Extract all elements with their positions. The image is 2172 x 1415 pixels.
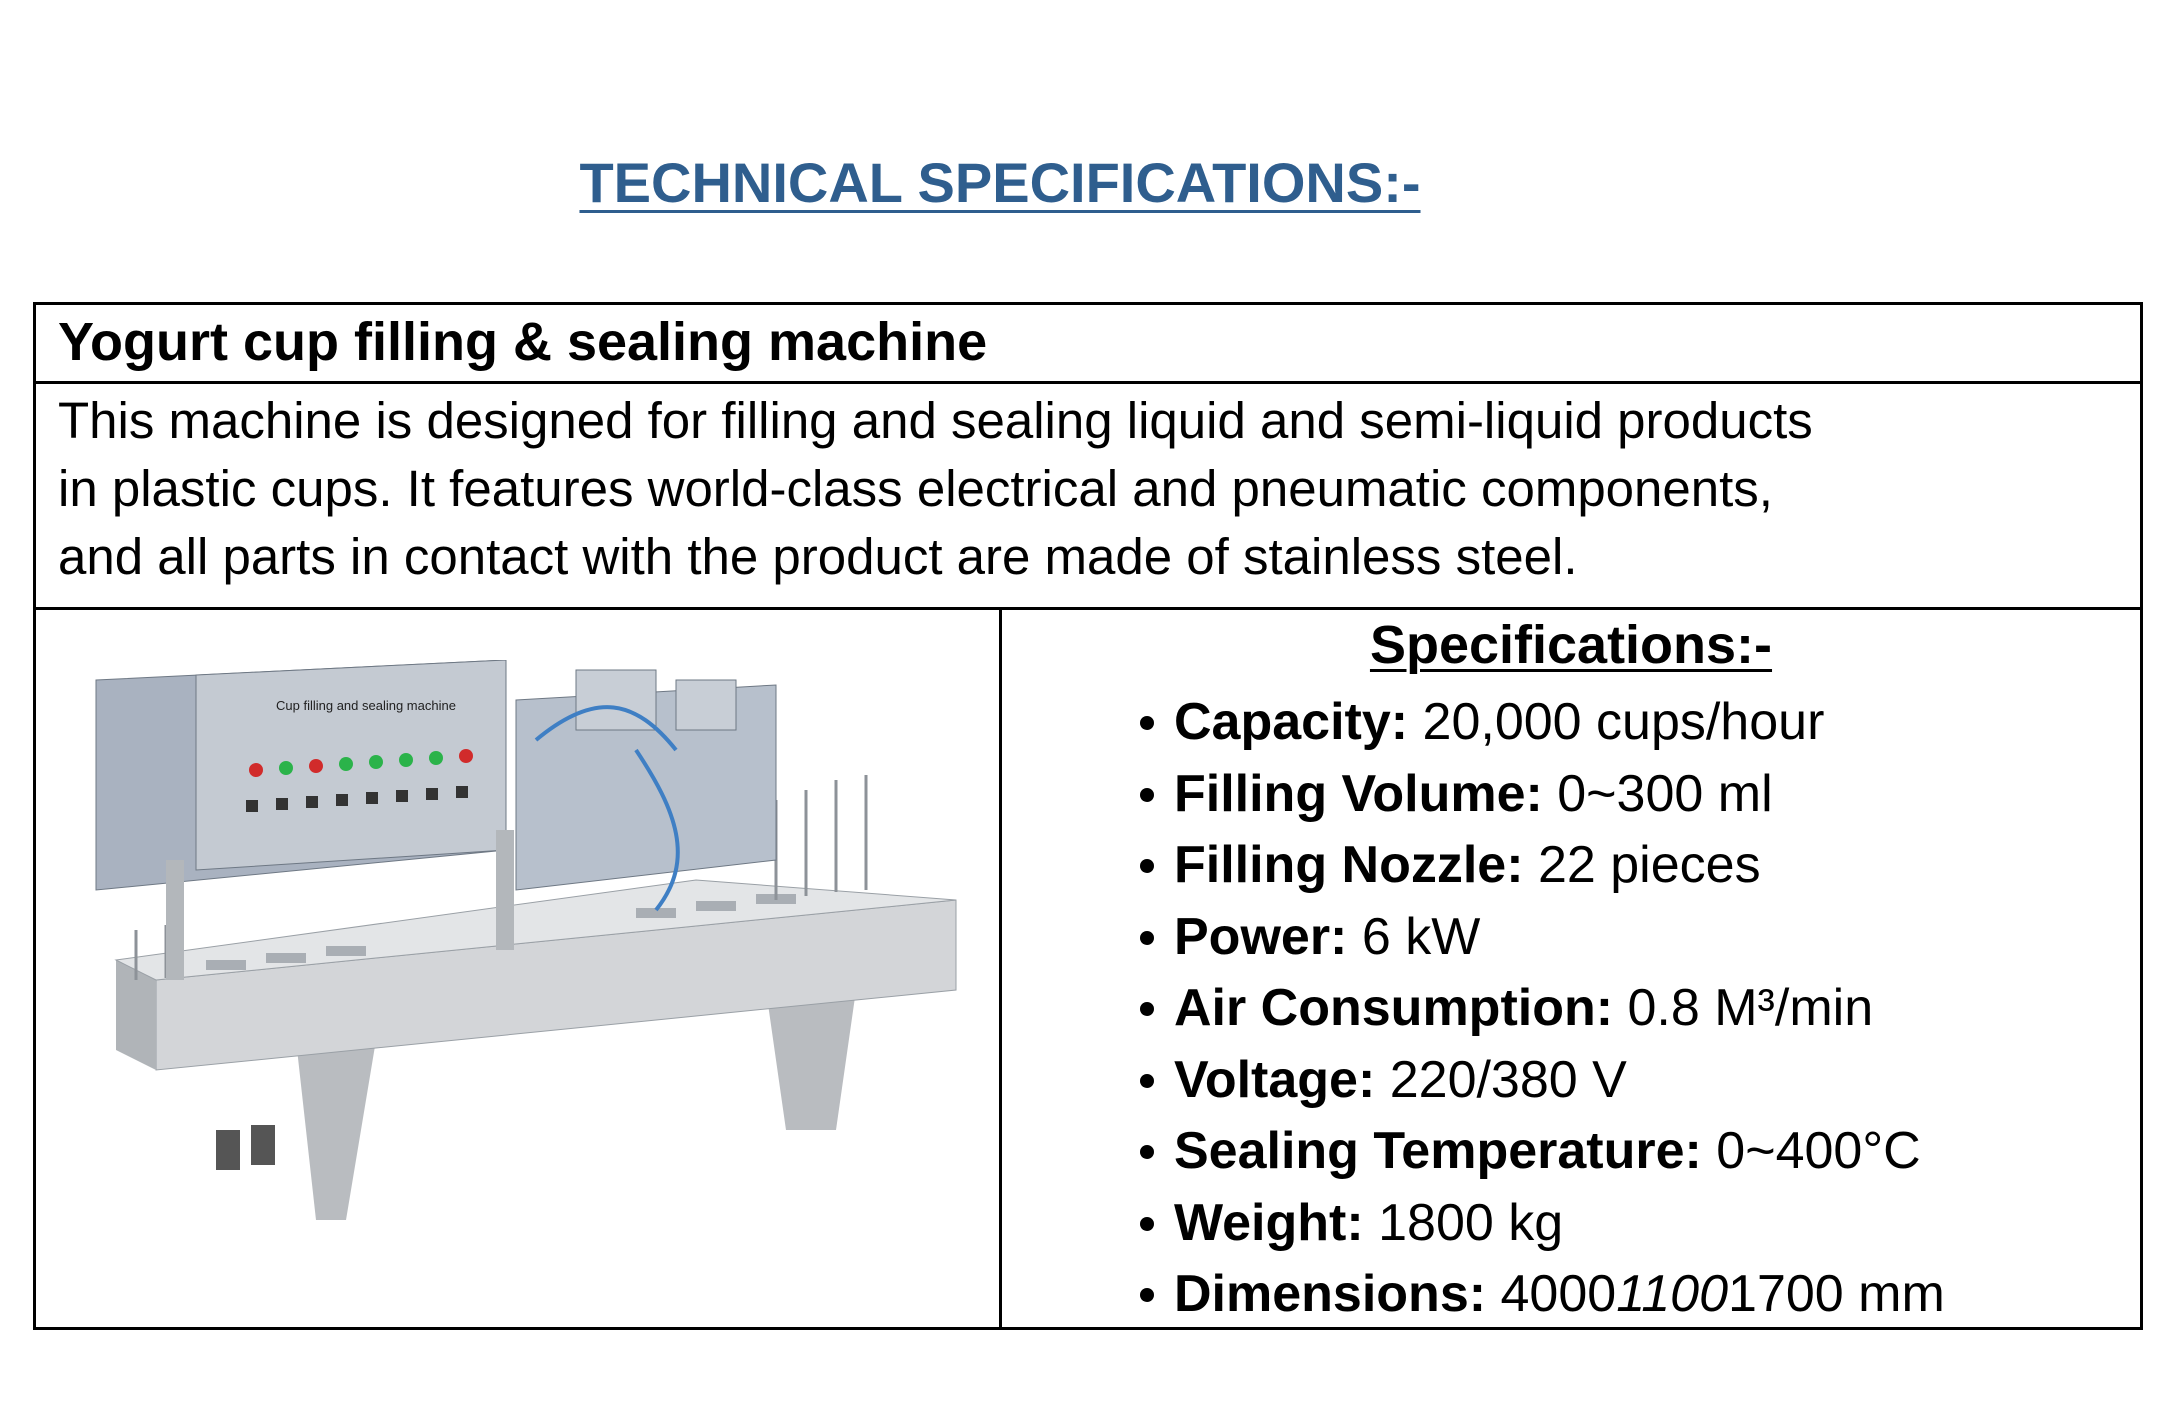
spec-value: 1800 kg — [1363, 1193, 1564, 1252]
spec-value: 0~300 ml — [1542, 764, 1773, 823]
product-name: Yogurt cup filling & sealing machine — [36, 305, 2140, 384]
specs-cell — [1002, 610, 2140, 1327]
spec-item-filling-volume — [1002, 766, 1945, 838]
spec-list — [1002, 694, 1945, 1338]
spec-item-power — [1002, 909, 1945, 981]
spec-key: Voltage: — [1174, 1050, 1376, 1109]
spec-value: 0.8 M³/min — [1613, 979, 1874, 1037]
spec-item-filling-nozzle — [1002, 837, 1945, 909]
page-title: TECHNICAL SPECIFICATIONS:- — [579, 151, 1421, 214]
spec-key: Power: — [1174, 907, 1348, 966]
spec-key: Air Consumption: — [1174, 979, 1614, 1037]
machine-image — [76, 660, 966, 1260]
spec-key: Capacity: — [1174, 693, 1409, 751]
description-line: and all parts in contact with the product are made of stainless steel. — [58, 528, 1578, 585]
spec-item-air-consumption — [1002, 980, 1945, 1052]
spec-value: 20,000 cups/hour — [1408, 693, 1825, 751]
spec-value: 4000 — [1486, 1265, 1617, 1323]
product-image-cell — [36, 610, 1002, 1327]
spec-key: Weight: — [1174, 1193, 1364, 1252]
spec-table — [33, 302, 2143, 1330]
spec-item-voltage — [1002, 1052, 1945, 1124]
machine-label: Cup filling and sealing machine — [276, 698, 456, 713]
spec-value: 6 kW — [1347, 907, 1481, 966]
spec-value: 1700 mm — [1728, 1265, 1945, 1323]
spec-value-italic: 1100 — [1616, 1265, 1729, 1323]
spec-key: Filling Nozzle: — [1174, 836, 1524, 894]
spec-value: 0~400°C — [1701, 1122, 1921, 1180]
spec-item-capacity — [1002, 694, 1945, 766]
description-line: This machine is designed for filling and sealing liquid and semi-liquid products — [58, 392, 1813, 449]
spec-item-sealing-temperature — [1002, 1123, 1945, 1195]
spec-key: Dimensions: — [1174, 1265, 1487, 1323]
spec-value: 220/380 V — [1375, 1050, 1627, 1109]
spec-key: Sealing Temperature: — [1174, 1122, 1702, 1180]
specs-heading: Specifications:- — [1369, 615, 1773, 675]
spec-key: Filling Volume: — [1174, 764, 1543, 823]
product-description — [36, 384, 2140, 610]
description-line: in plastic cups. It features world-class electrical and pneumatic components, — [58, 460, 1773, 517]
spec-item-dimensions — [1002, 1266, 1945, 1338]
spec-value: 22 pieces — [1523, 836, 1761, 894]
spec-item-weight — [1002, 1195, 1945, 1267]
